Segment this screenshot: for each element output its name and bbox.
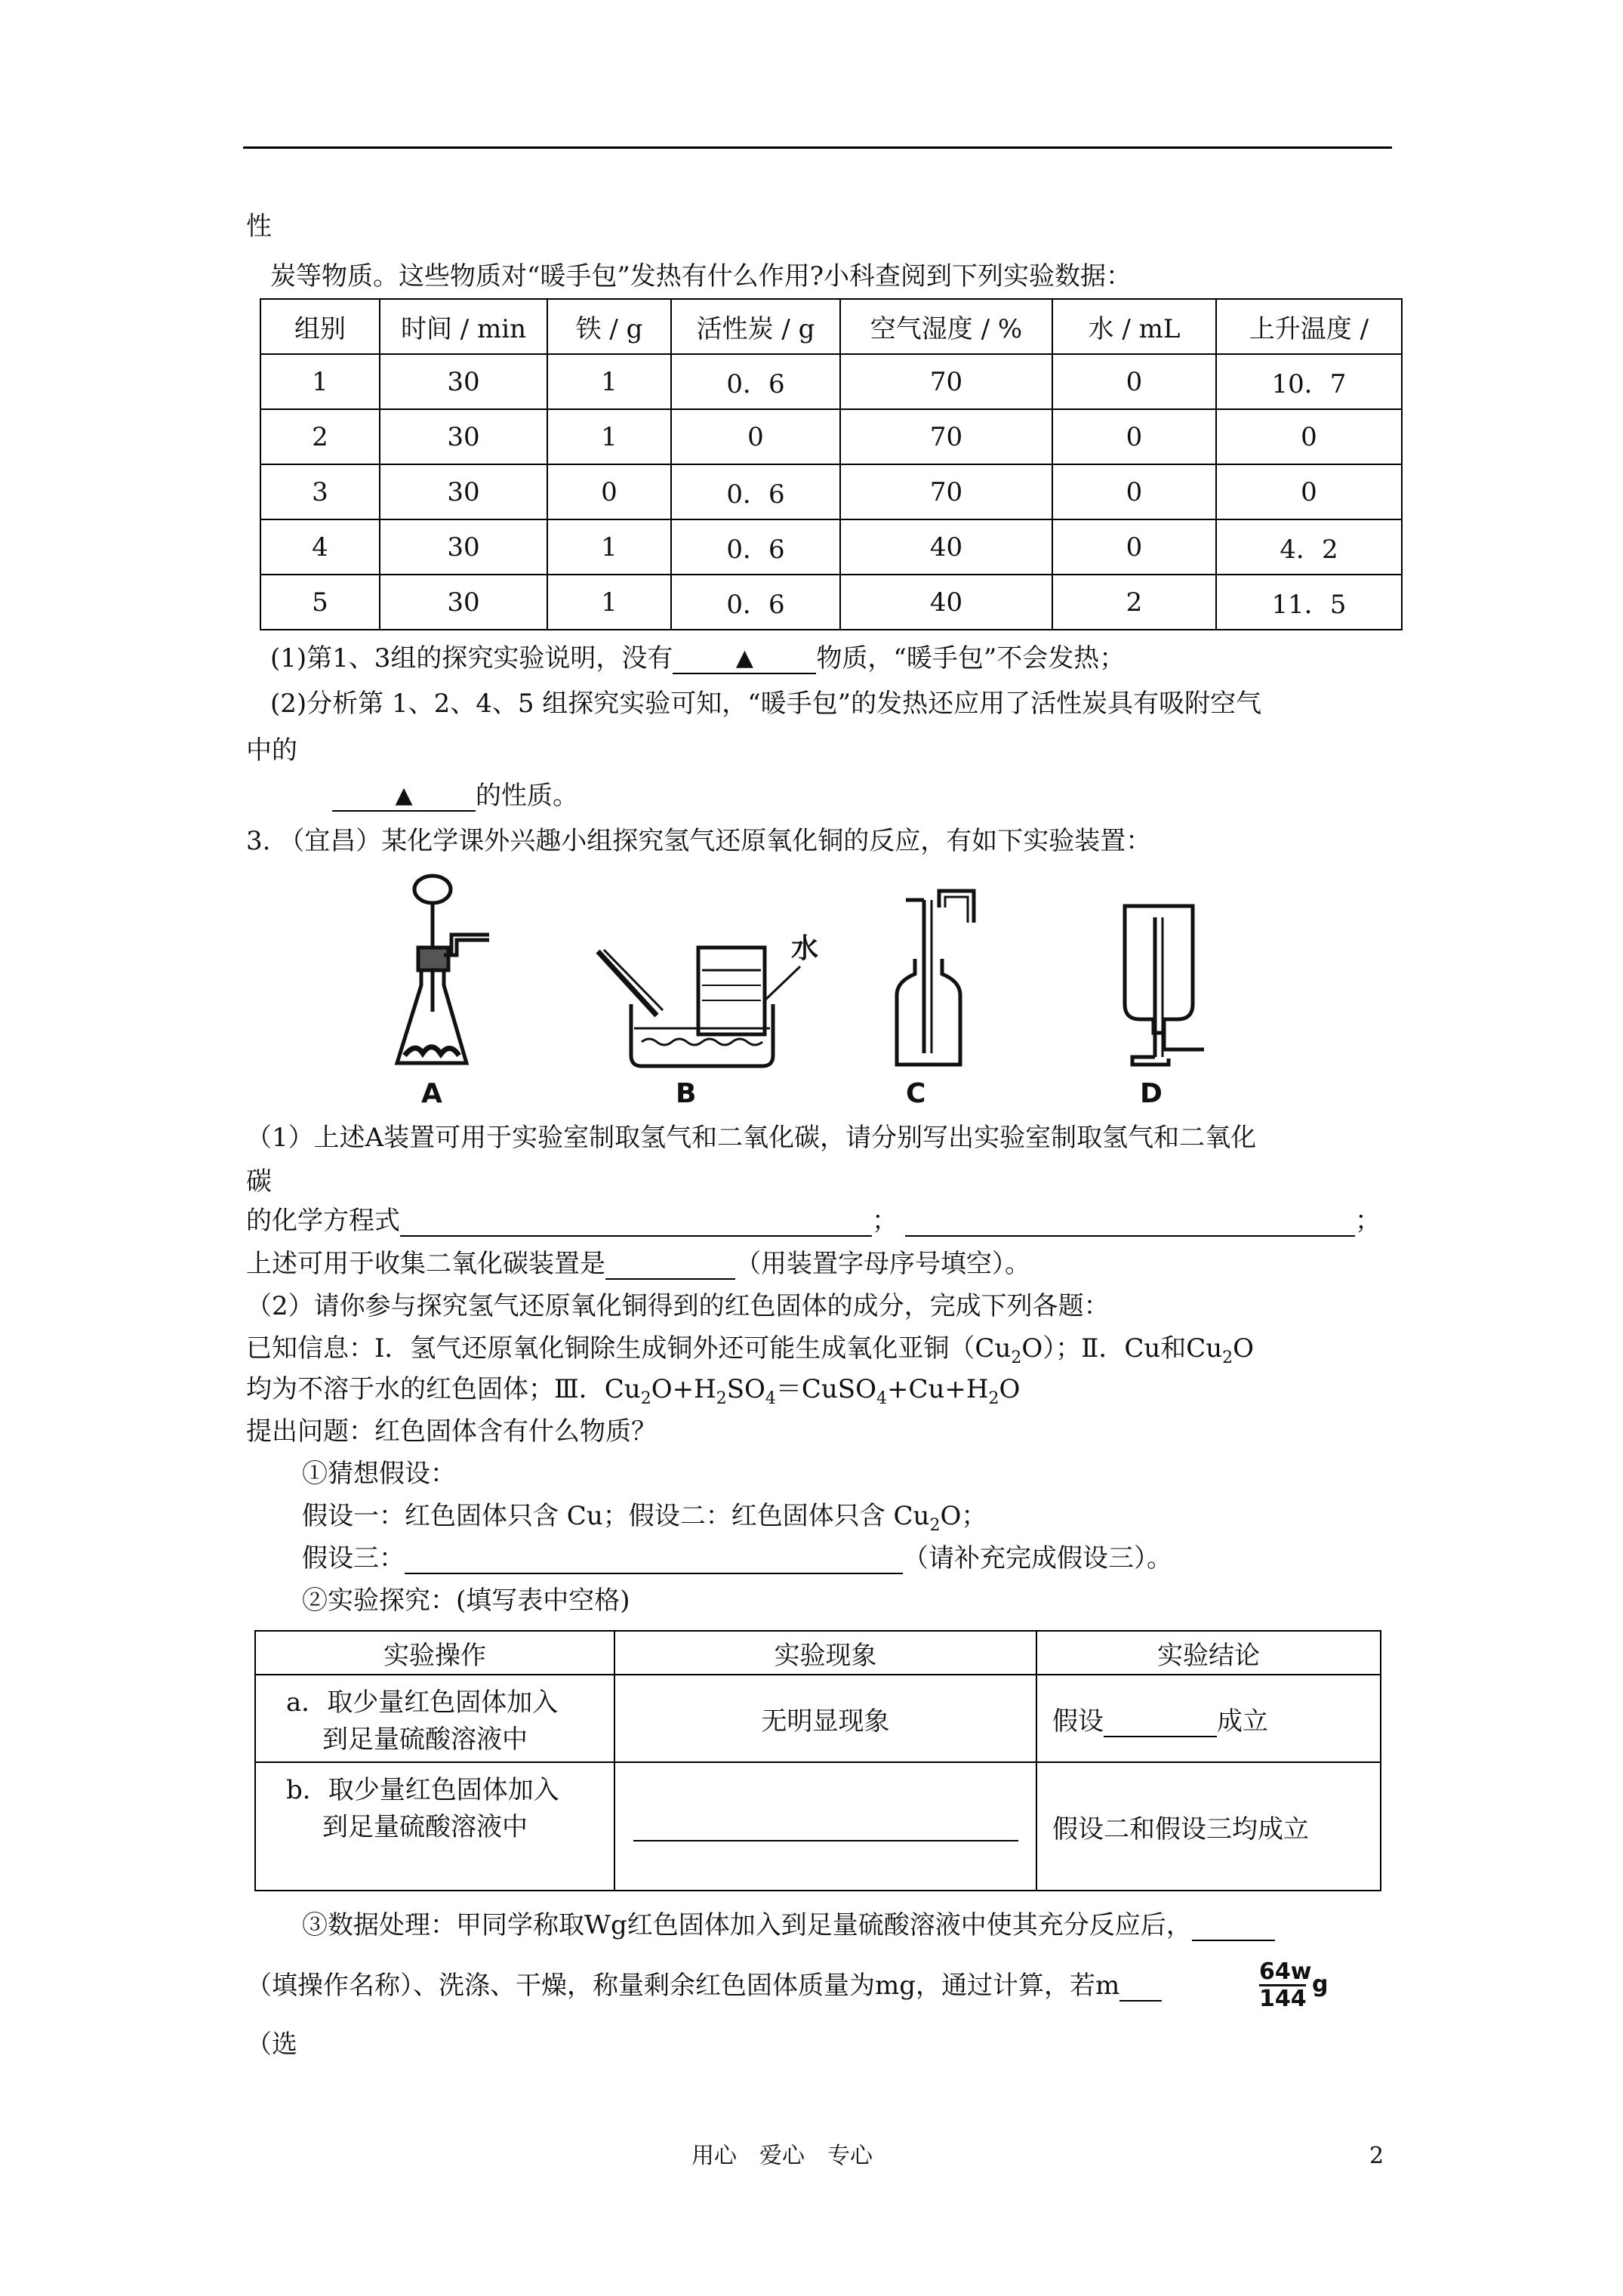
part1-equation-prompt: 的化学方程式 bbox=[246, 1206, 400, 1236]
phenomenon-cell: 无明显现象 bbox=[614, 1675, 1036, 1762]
part1-collect-prompt: 上述可用于收集二氧化碳装置是 bbox=[246, 1249, 605, 1279]
experiment-table bbox=[254, 1630, 1381, 1891]
apparatus-d-label: D bbox=[1140, 1078, 1163, 1109]
table-header-cell: 实验结论 bbox=[1036, 1631, 1381, 1675]
part1-line1: （1）上述A装置可用于实验室制取氢气和二氧化碳，请分别写出实验室制取氢气和二氧化 bbox=[246, 1123, 1257, 1153]
subscript: 2 bbox=[988, 1388, 999, 1408]
table-cell: 1 bbox=[260, 354, 380, 409]
table-header-row bbox=[255, 1631, 1381, 1675]
hypothesis-3 bbox=[302, 1543, 1172, 1574]
comparison-blank[interactable] bbox=[1119, 1973, 1162, 2002]
question-1-text: (1)第1、3组的探究实验说明，没有 bbox=[270, 643, 673, 673]
answer-blank[interactable] bbox=[332, 779, 476, 812]
table-header-cell: 活性炭 / g bbox=[671, 299, 840, 354]
intro-text: 炭等物质。这些物质对“暖手包”发热有什么作用?小科查阅到下列实验数据： bbox=[270, 261, 1132, 291]
table-cell: 1 bbox=[547, 575, 671, 630]
table-cell: 1 bbox=[547, 519, 671, 575]
operation-line: a．取少量红色固体加入 bbox=[286, 1687, 559, 1718]
table-cell: 0 bbox=[1216, 409, 1402, 464]
known-info-text: +Cu+H bbox=[886, 1374, 989, 1404]
operation-cell bbox=[255, 1762, 614, 1891]
table-header-cell: 实验现象 bbox=[614, 1631, 1036, 1675]
table-cell: 3 bbox=[260, 464, 380, 519]
fraction bbox=[1259, 1959, 1312, 2012]
question-line: 提出问题：红色固体含有什么物质？ bbox=[246, 1416, 657, 1447]
phenomenon-blank[interactable] bbox=[633, 1814, 1018, 1841]
table-header-cell: 水 / mL bbox=[1052, 299, 1216, 354]
table-header-cell: 空气湿度 / % bbox=[840, 299, 1052, 354]
part1-line4 bbox=[246, 1249, 1030, 1280]
fraction-numerator: 64w bbox=[1259, 1959, 1312, 1985]
separator: ； bbox=[872, 1206, 898, 1236]
table-row bbox=[260, 464, 1402, 519]
part3-line2 bbox=[246, 1971, 1162, 2002]
subscript: 2 bbox=[929, 1515, 941, 1535]
table-row bbox=[260, 519, 1402, 575]
hypothesis-3-blank[interactable] bbox=[405, 1546, 903, 1574]
subscript: 2 bbox=[1011, 1348, 1022, 1367]
top-fragment: 性 bbox=[246, 211, 272, 242]
conclusion-cell bbox=[1036, 1675, 1381, 1762]
equation-blank-2[interactable] bbox=[905, 1208, 1355, 1237]
hypothesis-text: O； bbox=[940, 1501, 987, 1531]
part1-line2: 碳 bbox=[246, 1166, 272, 1197]
table-row bbox=[260, 354, 1402, 409]
known-info-text: 均为不溶于水的红色固体；Ⅲ．Cu bbox=[246, 1374, 641, 1404]
part2-line1: （2）请你参与探究氢气还原氧化铜得到的红色固体的成分，完成下列各题： bbox=[246, 1291, 1110, 1321]
apparatus-c bbox=[897, 891, 974, 1109]
known-info-line2 bbox=[246, 1374, 1020, 1409]
table-row bbox=[255, 1762, 1381, 1891]
guess-title: ①猜想假设： bbox=[302, 1459, 456, 1489]
subscript: 2 bbox=[640, 1388, 651, 1408]
question-2-line2: 中的 bbox=[246, 735, 297, 766]
table-cell: 30 bbox=[380, 409, 547, 464]
table-cell: 0 bbox=[1052, 354, 1216, 409]
apparatus-b bbox=[598, 933, 818, 1109]
known-info-text: ＝CuSO bbox=[775, 1374, 876, 1404]
collect-device-blank[interactable] bbox=[605, 1251, 735, 1280]
known-info-text: 已知信息：Ⅰ．氢气还原氧化铜除生成铜外还可能生成氧化亚铜（Cu bbox=[246, 1333, 1012, 1364]
footer-motto: 用心 爱心 专心 bbox=[691, 2143, 873, 2169]
phenomenon-cell bbox=[614, 1762, 1036, 1891]
part3-line1 bbox=[302, 1910, 1275, 1941]
table-cell: 5 bbox=[260, 575, 380, 630]
part1-line3 bbox=[246, 1206, 1381, 1237]
apparatus-d bbox=[1125, 906, 1204, 1109]
subscript: 4 bbox=[765, 1388, 776, 1408]
hypothesis-text: 假设一：红色固体只含 Cu；假设二：红色固体只含 Cu bbox=[302, 1501, 930, 1531]
apparatus-a bbox=[397, 876, 489, 1109]
known-info-text: O）；Ⅱ．Cu和Cu bbox=[1021, 1333, 1223, 1364]
table-cell: 70 bbox=[840, 409, 1052, 464]
operation-name-blank[interactable] bbox=[1192, 1912, 1275, 1941]
table-cell: 2 bbox=[260, 409, 380, 464]
conclusion-text: 假设 bbox=[1052, 1706, 1104, 1737]
table-cell: 30 bbox=[380, 464, 547, 519]
question-1-text-end: 物质，“暖手包”不会发热； bbox=[816, 643, 1126, 673]
part1-collect-hint: （用装置字母序号填空）。 bbox=[735, 1249, 1030, 1279]
operation-line: 到足量硫酸溶液中 bbox=[322, 1724, 528, 1755]
known-info-text: O bbox=[999, 1374, 1021, 1404]
fraction-denominator: 144 bbox=[1259, 1986, 1307, 2012]
table-cell: 0 bbox=[1052, 519, 1216, 575]
table-header-row bbox=[260, 299, 1402, 354]
conclusion-text: 成立 bbox=[1217, 1706, 1268, 1737]
known-info-text: O bbox=[1233, 1333, 1255, 1364]
table-cell: 70 bbox=[840, 464, 1052, 519]
data-processing-text: ③数据处理：甲同学称取Wg红色固体加入到足量硫酸溶液中使其充分反应后， bbox=[302, 1910, 1192, 1940]
experiment-data-table bbox=[260, 298, 1403, 630]
apparatus-b-label: B bbox=[676, 1078, 697, 1109]
table-cell: 0 bbox=[1052, 464, 1216, 519]
question-2-text-end: 的性质。 bbox=[476, 781, 578, 811]
question-2-line1: (2)分析第 1、2、4、5 组探究实验可知，“暖手包”的发热还应用了活性炭具有吸附空气 bbox=[270, 689, 1262, 719]
operation-cell bbox=[255, 1675, 614, 1762]
table-cell: 10．7 bbox=[1216, 354, 1402, 409]
hypothesis-text: 假设三： bbox=[302, 1543, 405, 1573]
explore-title: ②实验探究：(填写表中空格) bbox=[302, 1586, 630, 1616]
table-cell: 0．6 bbox=[671, 519, 840, 575]
question-1 bbox=[270, 642, 1125, 674]
apparatus-a-label: A bbox=[421, 1078, 442, 1109]
known-info-line1 bbox=[246, 1333, 1254, 1368]
table-cell: 1 bbox=[547, 354, 671, 409]
table-cell: 40 bbox=[840, 519, 1052, 575]
table-cell: 40 bbox=[840, 575, 1052, 630]
table-cell: 0 bbox=[1052, 409, 1216, 464]
known-info-text: SO bbox=[726, 1374, 765, 1404]
known-info-text: O+H bbox=[651, 1374, 716, 1404]
apparatus-figure bbox=[377, 861, 1268, 1110]
part3-line3: （选 bbox=[246, 2029, 297, 2060]
table-cell: 1 bbox=[547, 409, 671, 464]
hypothesis-1-2 bbox=[302, 1501, 987, 1536]
table-cell: 4．2 bbox=[1216, 519, 1402, 575]
table-cell: 30 bbox=[380, 575, 547, 630]
table-cell: 30 bbox=[380, 354, 547, 409]
data-processing-text: （填操作名称）、洗涤、干燥，称量剩余红色固体质量为mg，通过计算，若m bbox=[246, 1971, 1120, 2001]
answer-blank[interactable] bbox=[673, 642, 816, 674]
operation-line: 到足量硫酸溶液中 bbox=[322, 1812, 528, 1842]
answer-marker: ▲ bbox=[395, 782, 413, 809]
table-cell: 2 bbox=[1052, 575, 1216, 630]
table-header-cell: 组别 bbox=[260, 299, 380, 354]
table-cell: 0．6 bbox=[671, 354, 840, 409]
problem-3-title: 3. （宜昌）某化学课外兴趣小组探究氢气还原氧化铜的反应，有如下实验装置： bbox=[246, 826, 1152, 856]
table-header-cell: 铁 / g bbox=[547, 299, 671, 354]
water-label: 水 bbox=[791, 933, 819, 964]
subscript: 4 bbox=[876, 1388, 887, 1408]
table-header-cell: 上升温度 / bbox=[1216, 299, 1402, 354]
table-cell: 0 bbox=[547, 464, 671, 519]
answer-marker: ▲ bbox=[735, 645, 753, 671]
table-cell: 0 bbox=[1216, 464, 1402, 519]
equation-blank-1[interactable] bbox=[400, 1208, 872, 1237]
separator: ； bbox=[1355, 1206, 1381, 1236]
hypothesis-hint: （请补充完成假设三）。 bbox=[903, 1543, 1172, 1573]
table-row bbox=[260, 409, 1402, 464]
table-cell: 11．5 bbox=[1216, 575, 1402, 630]
table-cell: 70 bbox=[840, 354, 1052, 409]
question-2-line3 bbox=[332, 779, 578, 812]
table-cell: 4 bbox=[260, 519, 380, 575]
fraction-unit: g bbox=[1312, 1971, 1329, 1998]
table-header-cell: 时间 / min bbox=[380, 299, 547, 354]
apparatus-c-label: C bbox=[906, 1078, 926, 1109]
table-cell: 30 bbox=[380, 519, 547, 575]
table-cell: 0．6 bbox=[671, 575, 840, 630]
header-rule bbox=[243, 146, 1392, 149]
operation-line: b．取少量红色固体加入 bbox=[286, 1775, 559, 1805]
table-row bbox=[255, 1675, 1381, 1762]
table-row bbox=[260, 575, 1402, 630]
conclusion-blank[interactable] bbox=[1104, 1710, 1217, 1737]
table-cell: 0．6 bbox=[671, 464, 840, 519]
table-cell: 0 bbox=[671, 409, 840, 464]
table-header-cell: 实验操作 bbox=[255, 1631, 614, 1675]
conclusion-cell: 假设二和假设三均成立 bbox=[1036, 1762, 1381, 1891]
subscript: 2 bbox=[716, 1388, 727, 1408]
subscript: 2 bbox=[1222, 1348, 1233, 1367]
page-number: 2 bbox=[1369, 2143, 1384, 2169]
